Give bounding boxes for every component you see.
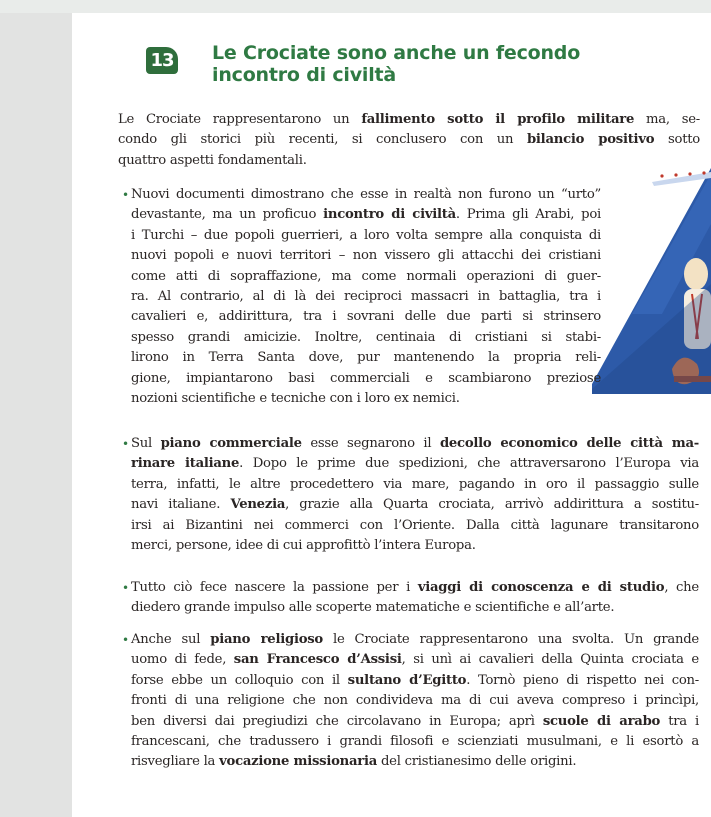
text-line [131, 732, 699, 752]
top-margin-band [0, 0, 711, 13]
text-run: Nuovi documenti dimostrano che esse in realtà non furono un “urto” [131, 187, 601, 202]
text-line [131, 671, 699, 691]
text-line [131, 650, 699, 670]
text-line [131, 630, 699, 650]
bold-term: piano commerciale [160, 436, 302, 451]
text-run: merci, persone, idee di cui approfittò l’intera Europa. [131, 538, 476, 554]
text-run: le Crociate rappresentarono una svolta. Un grande [322, 632, 699, 647]
text-run: gione, impiantarono basi commerciali e scambiarono preziose [131, 370, 601, 386]
text-run: Tutto ciò fece nascere la passione per i [131, 580, 418, 595]
text-line [131, 691, 699, 711]
text-line [131, 495, 699, 515]
text-run: ben diversi dai pregiudizi che circolavano in Europa; aprì [131, 713, 543, 729]
left-margin-column [0, 13, 72, 817]
text-run: spesso grandi amicizie. Inoltre, centinaia di cristiani si stabi- [131, 329, 601, 345]
text-run: Sul [131, 436, 161, 451]
bold-term: viaggi di conoscenza e di studio [417, 580, 665, 595]
text-line [131, 516, 699, 536]
bold-term: decollo economico delle città ma- [439, 436, 699, 451]
text-run: , che [664, 580, 699, 595]
text-run: quattro aspetti fondamentali. [118, 152, 307, 168]
bold-term: san Francesco d’Assisi [233, 652, 402, 668]
bullet-item-commerciale [122, 434, 699, 556]
text-run: navi italiane. [131, 497, 231, 513]
text-run: esse segnarono il [301, 436, 440, 451]
section-title [212, 42, 580, 86]
text-run: . Tornò pieno di rispetto nei con- [466, 672, 699, 688]
bold-term: scuole di arabo [542, 713, 661, 729]
bold-term: incontro di civiltà [323, 207, 456, 223]
text-run: Anche sul [131, 632, 211, 647]
text-line [131, 369, 601, 389]
text-run: lirono in Terra Santa dove, pur mantenendo la propria reli- [131, 350, 601, 366]
text-run: . Dopo le prime due spedizioni, che attraversarono l’Europa via [239, 456, 699, 472]
text-line [131, 328, 601, 348]
text-run: sotto [654, 132, 700, 148]
text-line [118, 110, 700, 130]
bold-term: rinare italiane [131, 456, 240, 472]
text-line [131, 536, 699, 556]
text-run: tra i [660, 713, 699, 729]
text-line [118, 151, 700, 171]
text-line [131, 246, 601, 266]
text-line [131, 578, 699, 598]
crusader-tent-illustration [592, 164, 711, 394]
section-title-line: Le Crociate sono anche un fecondo [212, 42, 581, 64]
bullet-item-civilta [122, 185, 601, 409]
text-run: del cristianesimo delle origini. [377, 754, 577, 770]
text-run: Le Crociate rappresentarono un [118, 112, 362, 127]
text-run: terra, infatti, le altre procedettero via mare, pagando in oro il passaggio sulle [131, 476, 699, 492]
bold-term: piano religioso [210, 632, 323, 647]
text-line [131, 434, 699, 454]
bold-term: Venezia [230, 497, 286, 513]
text-run: , grazie alla Quarta crociata, arrivò addirittura a sostitu- [285, 497, 699, 513]
intro-paragraph [118, 110, 700, 171]
text-line [131, 348, 601, 368]
text-line [131, 475, 699, 495]
text-line [131, 454, 699, 474]
text-run: nuovi popoli e nuovi territori – non vissero gli attacchi dei cristiani [131, 248, 601, 264]
text-run: cavalieri e, addirittura, tra i sovrani delle due parti si strinsero [131, 309, 601, 325]
text-run: diedero grande impulso alle scoperte matematiche e scientifiche e all’arte. [131, 600, 615, 616]
bullet-item-viaggi [122, 578, 699, 619]
text-line [131, 267, 601, 287]
text-line [131, 598, 699, 618]
section-number-badge: 13 [146, 47, 178, 74]
bullet-dot-icon: • [122, 188, 129, 202]
text-line [131, 185, 601, 205]
text-run: nozioni scientifiche e tecniche con i loro ex nemici. [131, 391, 460, 407]
text-run: fronti di una religione che non condivideva ma di cui aveva compreso i princìpi, [131, 693, 699, 709]
text-line [131, 205, 601, 225]
text-line [131, 752, 699, 772]
bold-term: bilancio positivo [526, 132, 655, 148]
text-run: forse ebbe un colloquio con il [131, 672, 348, 688]
text-run: . Prima gli Arabi, poi [455, 207, 601, 223]
text-run: ra. Al contrario, al di là dei reciproci massacri in battaglia, tra i [131, 289, 601, 305]
bold-term: vocazione missionaria [219, 754, 378, 770]
text-line [131, 712, 699, 732]
bold-term: sultano d’Egitto [347, 672, 467, 688]
text-run: francescani, che tradussero i grandi filosofi e scienziati musulmani, e li esortò a [131, 734, 699, 750]
bullet-dot-icon: • [122, 437, 129, 451]
text-line [131, 287, 601, 307]
text-run: uomo di fede, [131, 652, 234, 668]
text-run: devastante, ma un proficuo [131, 207, 324, 223]
text-line [131, 226, 601, 246]
text-run: come atti di sopraffazione, ma come normali operazioni di guer- [131, 268, 601, 284]
text-run: condo gli storici più recenti, si conclusero con un [118, 132, 527, 148]
bold-term: fallimento sotto il profilo militare [361, 112, 635, 127]
text-line [131, 389, 601, 409]
section-title-line: incontro di civiltà [212, 64, 397, 86]
text-line [118, 130, 700, 150]
text-run: irsi ai Bizantini nei commerci con l’Oriente. Dalla città lagunare transitarono [131, 517, 699, 533]
bullet-dot-icon: • [122, 633, 129, 647]
text-line [131, 307, 601, 327]
text-run: ma, se- [634, 112, 701, 127]
text-run: , si unì ai cavalieri della Quinta crociata e [401, 652, 699, 668]
text-run: risvegliare la [131, 754, 220, 770]
bullet-dot-icon: • [122, 581, 129, 595]
bullet-item-religioso [122, 630, 699, 773]
text-run: i Turchi – due popoli guerrieri, a loro volta sempre alla conquista di [131, 227, 601, 243]
